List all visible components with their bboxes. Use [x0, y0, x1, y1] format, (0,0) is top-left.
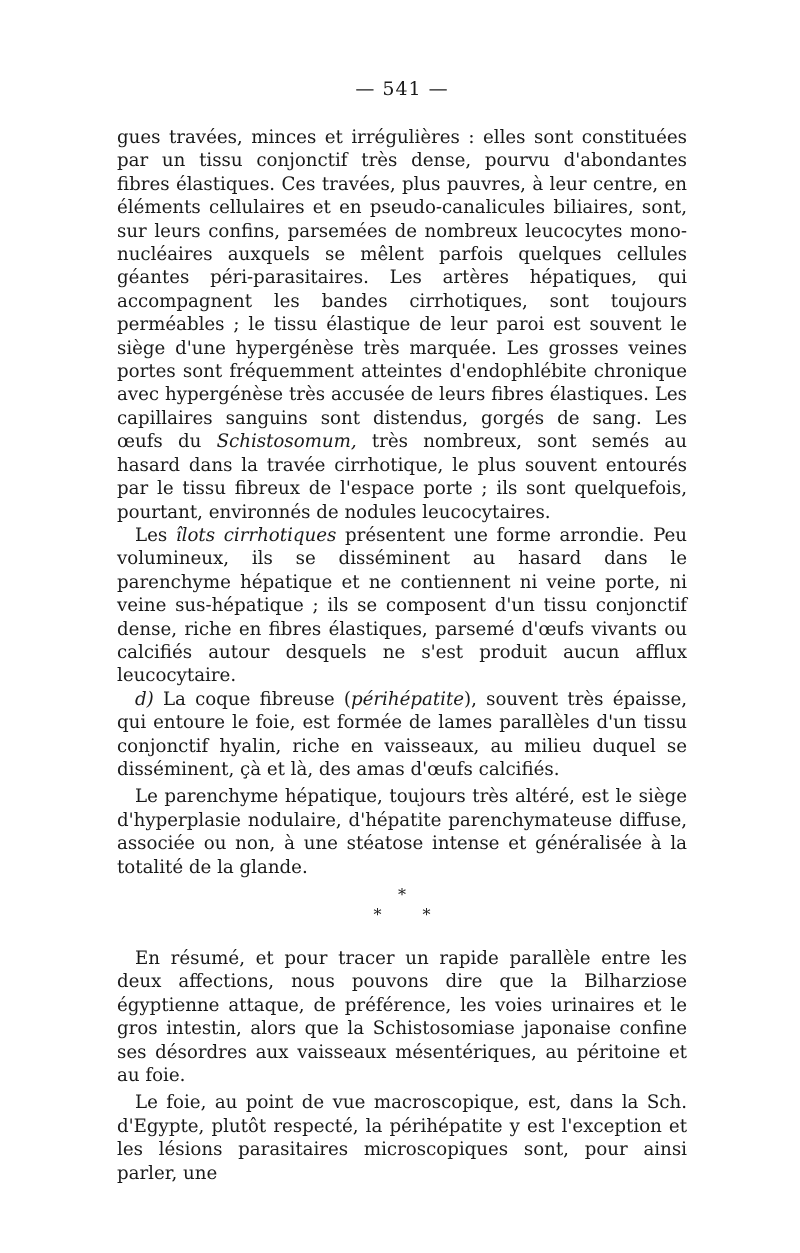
- paragraph-4-text: Le parenchyme hépatique, toujours très altéré, est le siège d'hyperplasie nodulaire, d'hépatite parenchymateuse diffuse, associée ou non, à une stéatose intense et généralisée à la totalité de la glande.: [117, 786, 687, 878]
- paragraph-1-text-start: gues travées, minces et irrégulières : elles sont constituées par un tissu conjonctif très dense, pourvu d'abondantes fibres élastiques. Ces travées, plus pauvres, à leur centre, en éléments cellulaires et en pseudo-canalicules biliaires, sont, sur leurs confins, parsemées de nombreux leucocytes mono-nucléaires auxquels se mêlent parfois quelques cellules géantes péri-parasitaires. Les artères hépatiques, qui accompagnent les bandes cirrhotiques, sont toujours perméables ; le tissu élastique de leur paroi est souvent le siège d'une hypergénèse très marquée. Les grosses veines portes sont fréquemment atteintes d'endophlébite chronique avec hypergénèse très accusée de leurs fibres élastiques. Les capillaires sanguins sont distendus, gorgés de sang. Les œufs du: [117, 127, 687, 453]
- paragraph-2-italic: îlots cirrhotiques: [175, 524, 337, 546]
- paragraph-5: [117, 947, 687, 1087]
- paragraph-6: [117, 1091, 687, 1185]
- paragraph-3-label: d): [135, 688, 154, 710]
- paragraph-1-italic: Schistosomum,: [216, 431, 357, 453]
- paragraph-2: [117, 524, 687, 688]
- paragraph-2-text-start: Les: [135, 524, 176, 546]
- paragraph-5-text: En résumé, et pour tracer un rapide parallèle entre les deux affections, nous pouvons dire que la Bilharziose égyptienne attaque, de préférence, les voies urinaires et le gros intestin, alors que la Schistosomiase japonaise confine ses désordres aux vaisseaux mésentériques, au péritoine et au foie.: [117, 948, 687, 1087]
- paragraph-3: [117, 688, 687, 782]
- paragraph-2-text-end: présentent une forme arrondie. Peu volumineux, ils se disséminent au hasard dans le parenchyme hépatique et ne contiennent ni veine porte, ni veine sus-hépatique ; ils se composent d'un tissu conjonctif dense, riche en fibres élastiques, parsemé d'œufs vivants ou calcifiés autour desquels ne s'est produit aucun afflux leucocytaire.: [117, 524, 687, 687]
- paragraph-1-text-end: très nombreux, sont semés au hasard dans la travée cirrhotique, le plus souvent entourés par le tissu fibreux de l'espace porte ; ils sont quelquefois, pourtant, environnés de nodules leucocytaires.: [117, 431, 687, 523]
- page-number: — 541 —: [355, 78, 449, 100]
- paragraph-4: [117, 785, 687, 879]
- asterism-bottom: * *: [373, 905, 449, 924]
- document-page: [117, 78, 687, 1185]
- paragraph-3-text-end: ), souvent très épaisse, qui entoure le foie, est formée de lames parallèles d'un tissu conjonctif hyalin, riche en vaisseaux, au milieu duquel se disséminent, çà et là, des amas d'œufs calcifiés.: [117, 688, 687, 780]
- body-text: [117, 126, 687, 1185]
- paragraph-3-text-start: La coque fibreuse (: [153, 688, 351, 710]
- asterism-divider: [117, 885, 687, 925]
- paragraph-6-text: Le foie, au point de vue macroscopique, est, dans la Sch. d'Egypte, plutôt respecté, la périhépatite y est l'exception et les lésions parasitaires microscopiques sont, pour ainsi parler, une: [117, 1092, 687, 1184]
- paragraph-1: [117, 126, 687, 524]
- asterism-top: *: [398, 885, 406, 904]
- paragraph-3-italic: périhépatite: [350, 688, 465, 710]
